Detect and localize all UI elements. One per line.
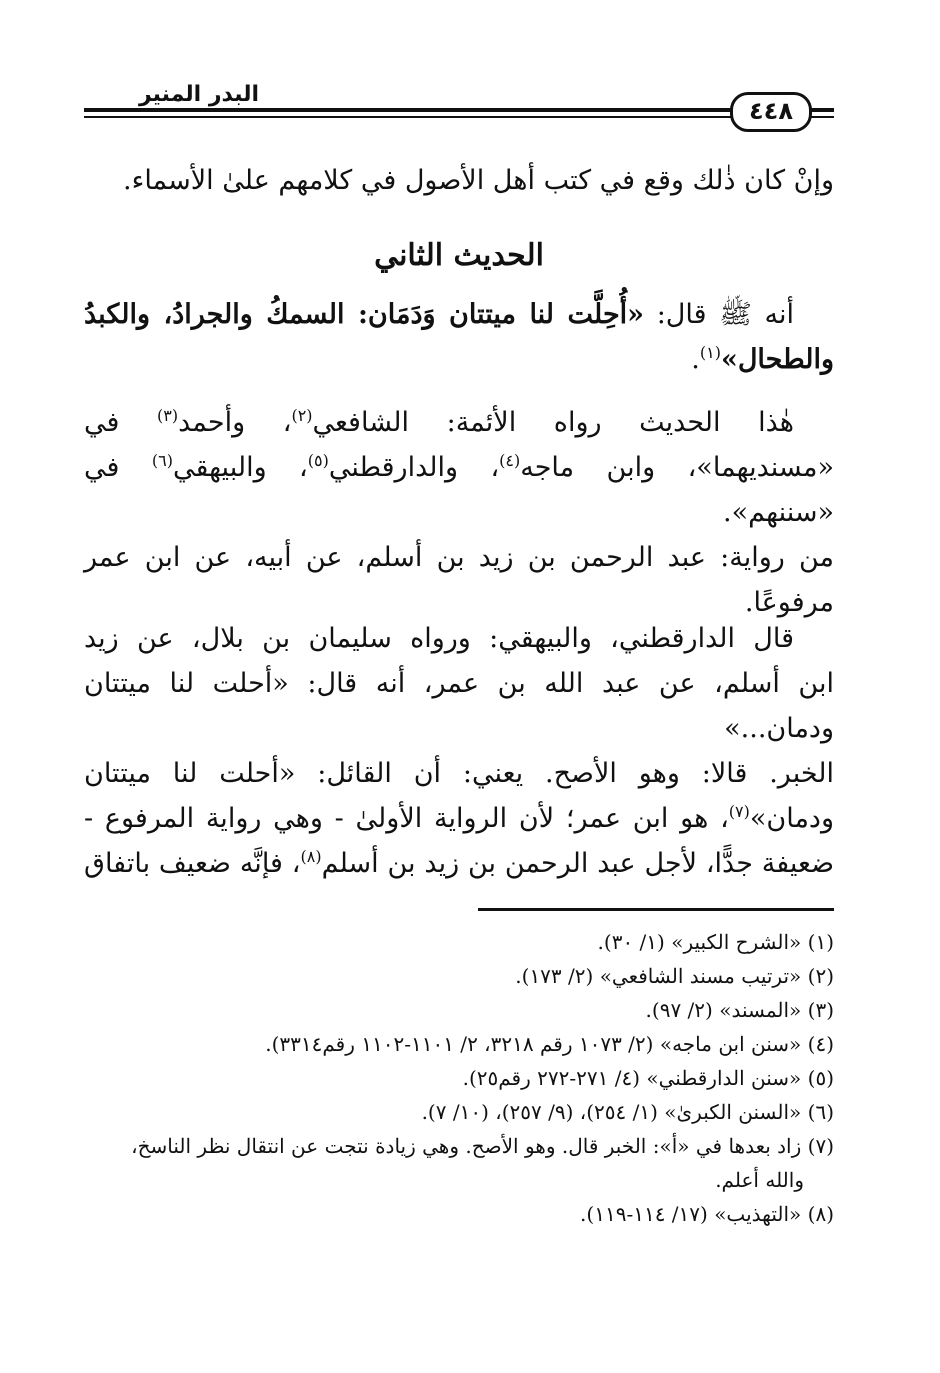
footnote-ref-2: (٢) [291,406,313,425]
para1-line-3: من رواية: عبد الرحمن بن زيد بن أسلم، عن أبيه، عن ابن عمر [84,542,834,573]
footnote-ref-4: (٤) [499,451,521,470]
footnote-5: (٥) «سنن الدارقطني» (٤/ ٢٧١-٢٧٢ رقم٢٥). [462,1066,834,1090]
para1-l1-a: هٰذا الحديث رواه الأئمة: الشافعي [312,407,794,438]
para2-l5-a: ضعيفة جدًّا، لأجل عبد الرحمن بن زيد بن أسلم [321,848,834,879]
para1-l2-a: «مسنديهما»، وابن ماجه [520,452,834,483]
paragraph-2 [84,616,834,886]
footnotes [84,925,834,1231]
footnote-6: (٦) «السنن الكبرىٰ» (١/ ٢٥٤)، (٩/ ٢٥٧)، (١٠/ ٧). [421,1100,834,1124]
footnote-1: (١) «الشرح الكبير» (١/ ٣٠). [597,930,834,954]
para2-line-2: ابن أسلم، عن عبد الله بن عمر، أنه قال: «أحلت لنا ميتتان ودمان...» [84,668,834,744]
paragraph-1 [84,400,834,625]
footnote-7: (٧) زاد بعدها في «أ»: الخبر قال. وهو الأصح. وهي زيادة نتجت عن انتقال نظر الناسخ، [131,1134,834,1158]
footnote-ref-6: (٦) [151,451,173,470]
header-rule-thin [84,116,834,118]
footnote-separator [478,908,834,911]
footnote-2: (٢) «ترتيب مسند الشافعي» (٢/ ١٧٣). [515,964,834,988]
footnote-3: (٣) «المسند» (٢/ ٩٧). [645,998,834,1022]
header-rule [84,108,834,118]
header-rule-thick [84,108,834,112]
intro-line: وإنْ كان ذٰلك وقع في كتب أهل الأصول في كلامهم علىٰ الأسماء. [123,165,834,196]
para2-line-1: قال الدارقطني، والبيهقي: ورواه سليمان بن بلال، عن زيد [84,623,794,654]
hadith-text-2: والطحال» [720,344,834,375]
para2-line-4 [84,796,834,841]
para1-line-4: مرفوعًا. [744,587,834,618]
para1-line-1 [84,400,834,445]
para1-l2-d: في «سننهم». [84,452,834,528]
footnote-7-continued: والله أعلم. [715,1168,804,1192]
page-header [84,82,834,132]
para2-l4-b: ، هو ابن عمر؛ لأن الرواية الأولىٰ - وهي رواية المرفوع - [84,803,729,834]
para2-l4-a: ودمان» [749,803,834,834]
hadith-line-1 [84,292,834,337]
para1-l1-b: ، وأحمد [178,407,292,438]
para1-l2-b: ، والدارقطني [328,452,500,483]
page-number: ٤٤٨ [730,92,812,132]
para2-line-3: الخبر. قالا: وهو الأصح. يعني: أن القائل: «أحلت لنا ميتتان [84,758,834,789]
footnote-ref-8: (٨) [300,847,322,866]
intro-paragraph [84,158,834,203]
hadith-paragraph [84,292,834,382]
footnote-4: (٤) «سنن ابن ماجه» (٢/ ١٠٧٣ رقم ٣٢١٨، ٢/ ١١٠١-١١٠٢ رقم٣٣١٤). [265,1032,834,1056]
para2-l5-b: ، فإنَّه ضعيف باتفاق [84,848,301,879]
section-title: الحديث الثاني [374,238,544,273]
footnote-ref-3: (٣) [157,406,179,425]
hadith-text-1: «أُحِلَّت لنا ميتتان وَدَمَان: السمكُ والجرادُ، والكبدُ [84,299,645,330]
footnote-ref-1: (١) [699,343,721,362]
para1-l1-c: في [84,407,158,438]
hadith-line-2 [84,337,834,382]
footnote-ref-7: (٧) [728,802,750,821]
book-title: البدر المنير [114,82,284,108]
hadith-prefix: أنه ﷺ قال: [644,299,795,330]
para1-line-2 [84,445,834,535]
hadith-end: . [691,344,700,375]
footnote-ref-5: (٥) [307,451,329,470]
para2-line-5 [84,841,834,886]
para1-l2-c: ، والبيهقي [172,452,308,483]
footnote-8: (٨) «التهذيب» (١٧/ ١١٤-١١٩). [580,1202,834,1226]
